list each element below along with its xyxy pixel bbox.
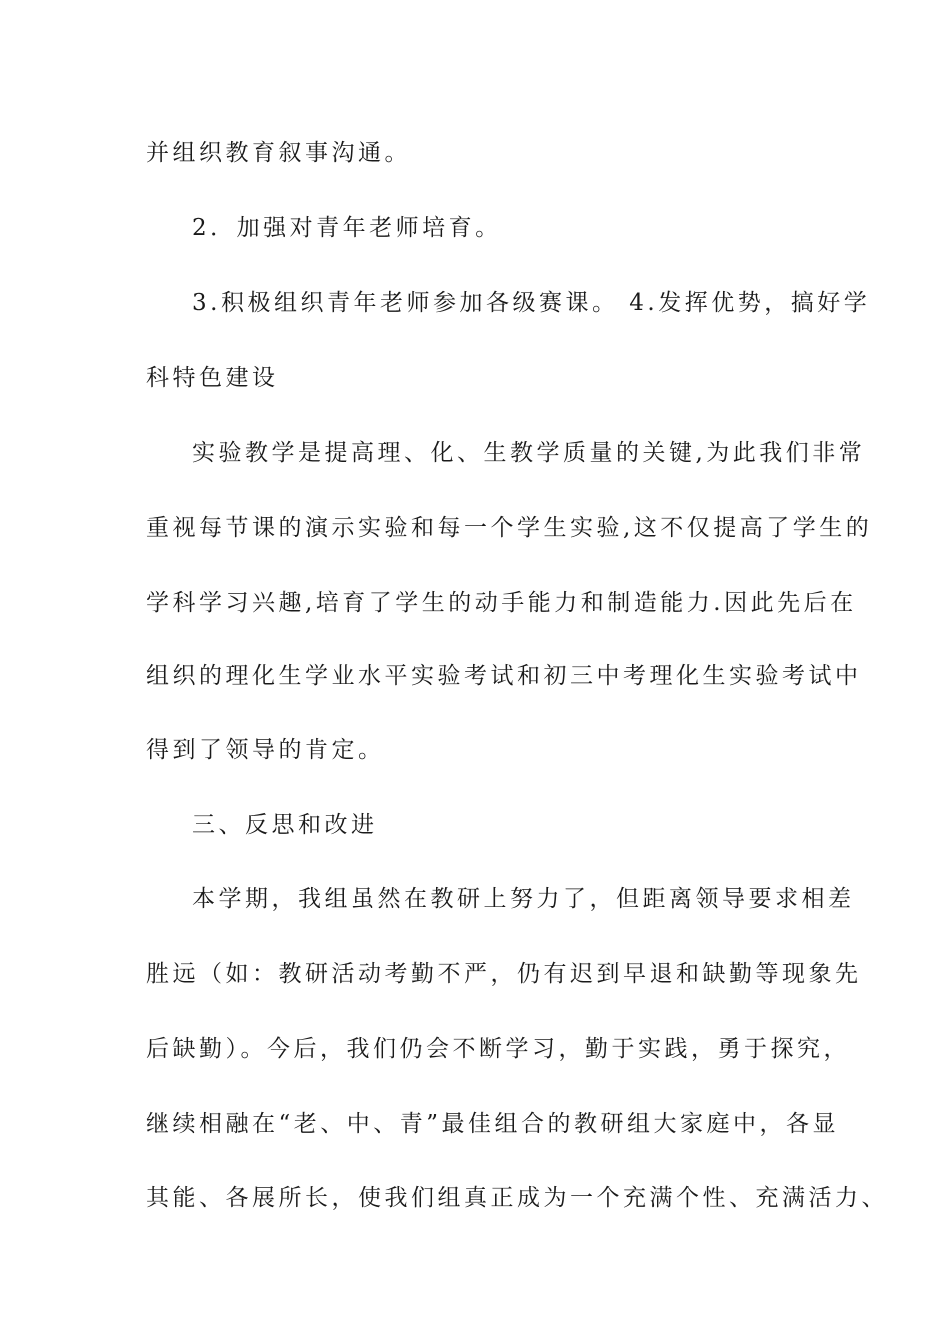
text-line: 并组织教育叙事沟通。 xyxy=(146,140,411,166)
paragraph-start-line: 本学期，我组虽然在教研上努力了，但距离领导要求相差 xyxy=(192,886,855,912)
text-line: 胜远（如：教研活动考勤不严，仍有迟到早退和缺勤等现象先 xyxy=(146,961,862,987)
text-line: 组织的理化生学业水平实验考试和初三中考理化生实验考试中 xyxy=(146,663,862,689)
text-line: 后缺勤）。今后，我们仍会不断学习，勤于实践，勇于探究， xyxy=(146,1036,850,1062)
text-line: 科特色建设 xyxy=(146,365,279,391)
text-line: 其能、各展所长，使我们组真正成为一个充满个性、充满活力、 xyxy=(146,1185,888,1211)
section-heading: 三、反思和改进 xyxy=(192,812,378,838)
text-line: 学科学习兴趣,培育了学生的动手能力和制造能力.因此先后在 xyxy=(146,590,857,616)
paragraph-start-line: 实验教学是提高理、化、生教学质量的关键,为此我们非常 xyxy=(192,440,866,466)
text-line-list-item: 3.积极组织青年老师参加各级赛课。 4.发挥优势，搞好学 xyxy=(192,290,871,316)
text-line-list-item: 2．加强对青年老师培育。 xyxy=(192,215,502,241)
text-line: 继续相融在“老、中、青”最佳组合的教研组大家庭中，各显 xyxy=(146,1111,840,1137)
text-line: 得到了领导的肯定。 xyxy=(146,737,385,763)
text-line: 重视每节课的演示实验和每一个学生实验,这不仅提高了学生的 xyxy=(146,515,873,541)
